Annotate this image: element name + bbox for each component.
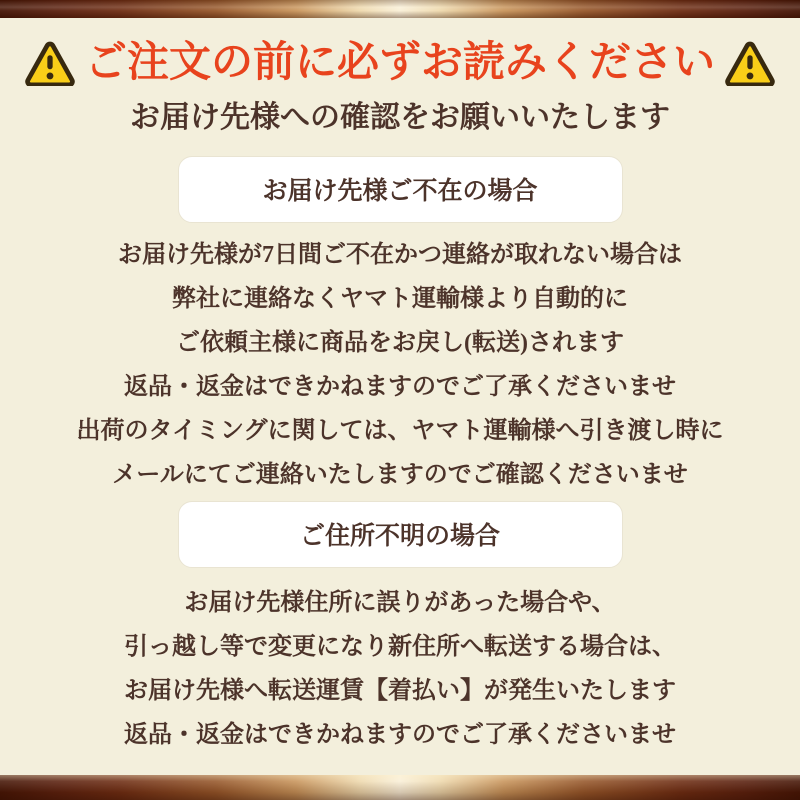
section-body-unknown-address [0,581,800,757]
body-line: 返品・返金はできかねますのでご了承くださいませ [124,721,676,748]
section-heading-label: ご住所不明の場合 [299,523,500,551]
body-line: 引っ越し等で変更になり新住所へ転送する場合は、 [124,633,676,660]
body-line: 返品・返金はできかねますのでご了承くださいませ [124,373,676,400]
bottom-decorative-band [0,775,800,800]
body-line: お届け先様が7日間ご不在かつ連絡が取れない場合は [118,241,682,268]
body-line: メールにてご連絡いたしますのでご確認くださいませ [112,461,688,488]
body-line: お届け先様へ転送運賃【着払い】が発生いたします [124,677,676,704]
notice-subtitle: お届け先様への確認をお願いいたします [130,101,670,135]
body-line: 出荷のタイミングに関しては、ヤマト運輸様へ引き渡し時に [76,417,724,444]
section-heading-unknown-address [178,501,623,568]
warning-triangle-icon [25,40,75,86]
body-line: 弊社に連絡なくヤマト運輸様より自動的に [172,285,628,312]
body-line: お届け先様住所に誤りがあった場合や、 [184,589,616,616]
page-title: ご注文の前に必ずお読みください [84,40,715,86]
top-decorative-band [0,0,800,18]
section-heading-absence [178,156,623,223]
warning-triangle-icon [725,40,775,86]
section-body-absence [0,233,800,497]
notice-header [0,40,800,86]
section-heading-label: お届け先様ご不在の場合 [262,178,538,206]
body-line: ご依頼主様に商品をお戻し(転送)されます [176,329,624,356]
